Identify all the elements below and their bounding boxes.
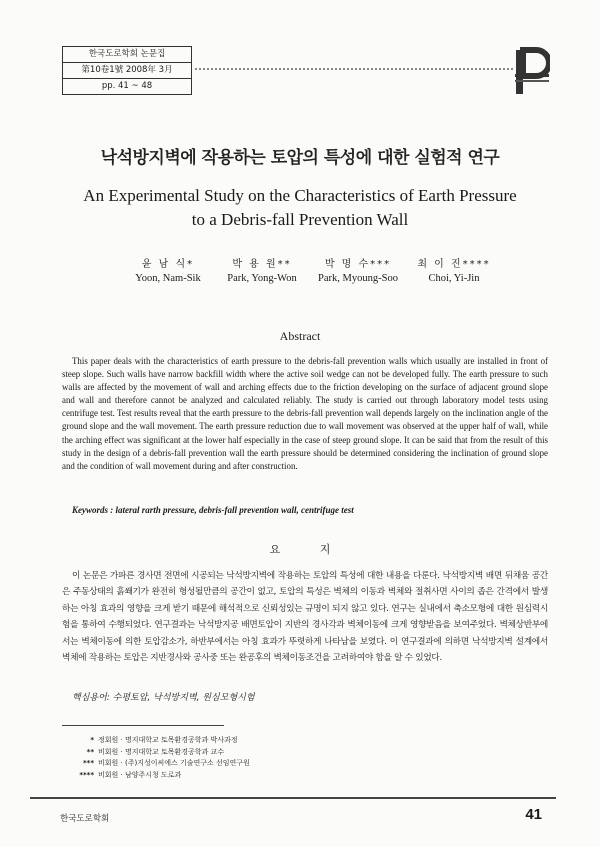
footnote: * 정회원 · 명지대학교 토목환경공학과 박사과정: [90, 736, 238, 744]
author-name-en: Choi, Yi-Jin: [428, 273, 480, 284]
author: [308, 255, 408, 284]
korean-abstract-body: 이 논문은 가파른 경사면 전면에 시공되는 낙석방지벽에 작용하는 토압의 특성에 대한 내용을 다룬다. 낙석방지벽 배면 뒤채움 공간은 주동상태의 흙쐐기가 완전히 형성될만큼의 공간이 없고, 토압의 특성은 벽체의 이동과 벽체와 절취사면 사이의 좁은 간격에서 발생하는 아칭 효과의 영향을 크게 받기 때문에 해석적으로 신뢰성있는 규명이 되지 않고 있다. 연구는 실내에서 축소모형에 대한 원심력시험을 통하여 수행되었다. 연구결과는 낙석방지공 배면토압이 지반의 경사각과 벽체이동에 크게 영향받음을 보여주었다. 벽체상반부에서는 벽체이동에 의한 토압감소가, 하반부에서는 아칭 효과가 뚜렷하게 나타남을 보였다. 이 연구결과에 의하면 낙석방지벽 설계에서 벽체에 작용하는 토압은 지반경사와 공사중 또는 완공후의 벽체이동조건을 고려하여야 함을 알 수 있었다.: [62, 571, 548, 664]
footnote: **** 비회원 · 남양주시청 도로과: [79, 770, 182, 779]
abstract-body: This paper deals with the characteristics of earth pressure to the debris-fall prevention walls which usually are installed in front of steep slope. Such walls have narrow backfill width where the active soil wedge can not be developed fully. The earth pressure to such walls are affected by the movement of wall and arching effects due to the friction developing on the surface of adjacent ground slope and wall and therefore cannot be analyzed and calculated reliably. The study is carried out through laboratory model tests using centrifuge test. Test results reveal that the earth pressure to the debris-fall prevention wall depends largely on the inclination angle of the ground slope and the wall movement. The earth pressure reduction due to wall movement was observed at the upper half of wall, while the arching effect was significant at the lower half especially in the case of steep ground slope. It can be said that from the result of this study in the design of a debris-fall prevention wall the earth pressure should be determined considering the inclination of ground slope and the condition of wall movement during and after construction.: [62, 356, 548, 471]
author: [118, 255, 218, 284]
author: [404, 255, 504, 284]
abstract-heading: Abstract: [279, 329, 321, 343]
author-name-en: Park, Yong-Won: [227, 273, 297, 284]
header-dotted-rule: [195, 68, 513, 70]
author-footnotes: [68, 735, 368, 781]
society-logo-icon: [514, 44, 550, 96]
footnote: *** 비회원 · (주)지성이씨에스 기술연구소 선임연구원: [83, 759, 250, 768]
korean-keywords: 핵심용어: 수평토압, 낙석방지벽, 원심모형시험: [72, 693, 255, 703]
footer-rule: [30, 797, 556, 799]
author-name-ko: 박 명 수***: [324, 259, 392, 270]
journal-name: 한국도로학회 논문집: [88, 49, 166, 60]
author-name-ko: 박 용 원**: [232, 259, 292, 270]
english-title: An Experimental Study on the Characteristics of Earth Pressure to a Debris-fall Prevention Wall: [83, 186, 517, 229]
author-name-en: Yoon, Nam-Sik: [135, 273, 201, 284]
page-number: 41: [525, 806, 542, 823]
author-name-en: Park, Myoung-Soo: [318, 273, 398, 284]
author-name-ko: 윤 남 식*: [141, 259, 195, 270]
author: [212, 255, 312, 284]
author-name-ko: 최 이 진****: [417, 259, 491, 270]
journal-info-box: [62, 46, 192, 95]
footnote-rule: [62, 725, 224, 726]
footer-journal: 한국도로학회: [60, 814, 110, 824]
journal-issue: 第10卷1號 2008年 3月: [63, 62, 191, 78]
korean-abstract-heading: 요 지: [269, 543, 349, 556]
english-keywords: Keywords : lateral rarth pressure, debris-fall prevention wall, centrifuge test: [72, 505, 354, 515]
korean-title: 낙석방지벽에 작용하는 토압의 특성에 대한 실험적 연구: [100, 148, 500, 168]
footnote: ** 비회원 · 명지대학교 토목환경공학과 교수: [86, 747, 225, 756]
journal-pages: pp. 41 ~ 48: [63, 78, 191, 94]
